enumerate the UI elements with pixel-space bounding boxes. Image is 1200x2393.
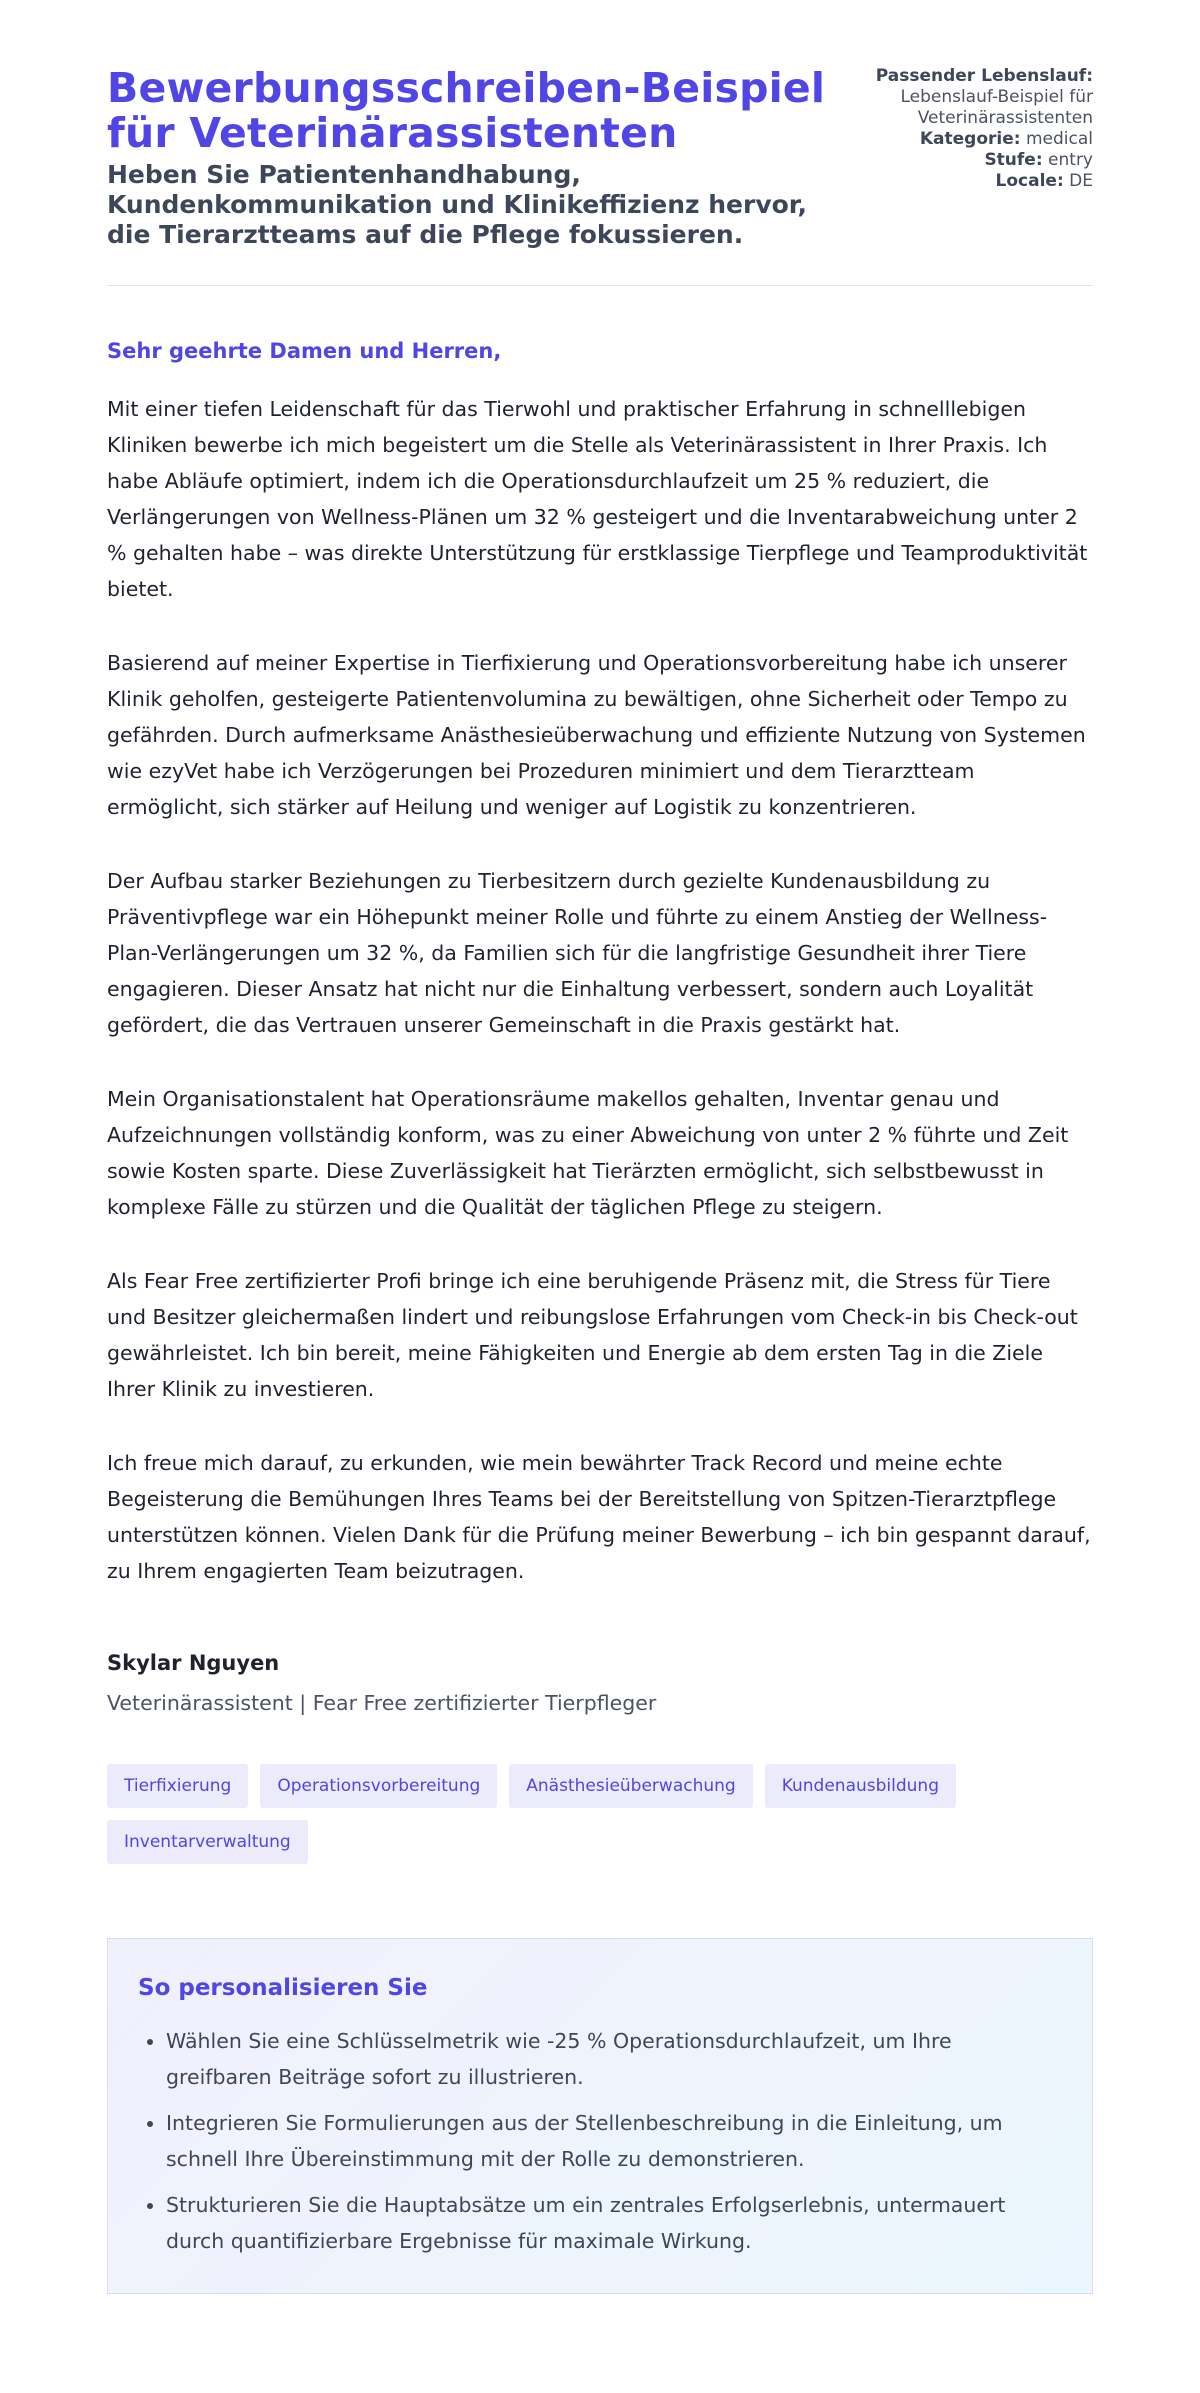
title-block	[107, 66, 829, 250]
personalization-tips	[107, 1938, 1093, 2294]
tip-item: • Integrieren Sie Formulierungen aus der Stellenbeschreibung in die Einleitung, um schnell Ihre Übereinstimmung mit der Rolle zu demonstrieren.	[166, 2105, 1062, 2177]
tip-item: • Wählen Sie eine Schlüsselmetrik wie -25 % Operationsdurchlaufzeit, um Ihre greifbaren Beiträge sofort zu illustrieren.	[166, 2023, 1062, 2095]
meta-category	[829, 129, 1093, 150]
letter-paragraph: Der Aufbau starker Beziehungen zu Tierbesitzern durch gezielte Kundenausbildung zu Präventivpflege war ein Höhepunkt meiner Rolle und führte zu einem Anstieg der Wellness-Plan-Verlängerungen um 32 %, da Familien sich für die langfristige Gesundheit ihrer Tiere engagieren. Dieser Ansatz hat nicht nur die Einhaltung verbessert, sondern auch Loyalität gefördert, die das Vertrauen unserer Gemeinschaft in die Praxis gestärkt hat.	[107, 869, 1048, 1037]
meta-locale	[829, 171, 1093, 192]
letter-paragraph: Mein Organisationstalent hat Operationsräume makellos gehalten, Inventar genau und Aufzeichnungen vollständig konform, was zu einer Abweichung von unter 2 % führte und Zeit sowie Kosten sparte. Diese Zuverlässigkeit hat Tierärzten ermöglicht, sich selbstbewusst in komplexe Fälle zu stürzen und die Qualität der täglichen Pflege zu steigern.	[107, 1087, 1069, 1219]
tips-title: So personalisieren Sie	[138, 1975, 428, 2001]
salutation: Sehr geehrte Damen und Herren,	[107, 339, 502, 363]
skill-tag: Kundenausbildung	[765, 1764, 956, 1808]
meta-level-label: Stufe:	[984, 150, 1043, 170]
signature	[107, 1649, 1093, 1717]
meta-resume-value[interactable]: Lebenslauf-Beispiel für Veterinärassistenten	[900, 87, 1093, 128]
meta-category-label: Kategorie:	[919, 129, 1021, 149]
page-header	[107, 0, 1093, 286]
skill-tag: Tierfixierung	[107, 1764, 248, 1808]
signature-role: Veterinärassistent | Fear Free zertifizierter Tierpfleger	[107, 1691, 657, 1715]
signature-name: Skylar Nguyen	[107, 1651, 280, 1675]
meta-resume-label: Passender Lebenslauf:	[875, 66, 1093, 86]
skill-tag: Inventarverwaltung	[107, 1820, 308, 1864]
meta-level-value: entry	[1048, 150, 1093, 170]
meta-panel	[829, 66, 1093, 192]
meta-resume	[829, 66, 1093, 129]
letter-paragraph: Mit einer tiefen Leidenschaft für das Tierwohl und praktischer Erfahrung in schnelllebigen Kliniken bewerbe ich mich begeistert um die Stelle als Veterinärassistent in Ihrer Praxis. Ich habe Abläufe optimiert, indem ich die Operationsdurchlaufzeit um 25 % reduziert, die Verlängerungen von Wellness-Plänen um 32 % gesteigert und die Inventarabweichung unter 2 % gehalten habe – was direkte Unterstützung für erstklassige Tierpflege und Teamproduktivität bietet.	[107, 397, 1088, 601]
tips-list	[138, 2023, 1062, 2259]
letter-paragraph: Basierend auf meiner Expertise in Tierfixierung und Operationsvorbereitung habe ich unserer Klinik geholfen, gesteigerte Patientenvolumina zu bewältigen, ohne Sicherheit oder Tempo zu gefährden. Durch aufmerksame Anästhesieüberwachung und effiziente Nutzung von Systemen wie ezyVet habe ich Verzögerungen bei Prozeduren minimiert und dem Tierarztteam ermöglicht, sich stärker auf Heilung und weniger auf Logistik zu konzentrieren.	[107, 651, 1086, 819]
meta-locale-label: Locale:	[995, 171, 1064, 191]
letter-paragraph: Als Fear Free zertifizierter Profi bringe ich eine beruhigende Präsenz mit, die Stress für Tiere und Besitzer gleichermaßen lindert und reibungslose Erfahrungen vom Check-in bis Check-out gewährleistet. Ich bin bereit, meine Fähigkeiten und Energie ab dem ersten Tag in die Ziele Ihrer Klinik zu investieren.	[107, 1269, 1078, 1401]
skill-tags	[107, 1764, 1097, 1864]
tip-item: • Strukturieren Sie die Hauptabsätze um ein zentrales Erfolgserlebnis, untermauert durch quantifizierbare Ergebnisse für maximale Wirkung.	[166, 2187, 1062, 2259]
meta-level	[829, 150, 1093, 171]
letter-body	[107, 391, 1093, 1589]
page-subtitle: Heben Sie Patientenhandhabung, Kundenkommunikation und Klinikeffizienz hervor, die Tierarztteams auf die Pflege fokussieren.	[107, 160, 807, 249]
meta-locale-value: DE	[1069, 171, 1093, 191]
page-title: Bewerbungsschreiben-Beispiel für Veterinärassistenten	[107, 64, 826, 157]
letter-paragraph: Ich freue mich darauf, zu erkunden, wie mein bewährter Track Record und meine echte Begeisterung die Bemühungen Ihres Teams bei der Bereitstellung von Spitzen-Tierarztpflege unterstützen können. Vielen Dank für die Prüfung meiner Bewerbung – ich bin gespannt darauf, zu Ihrem engagierten Team beizutragen.	[107, 1451, 1091, 1583]
meta-category-value: medical	[1025, 129, 1093, 149]
skill-tag: Anästhesieüberwachung	[509, 1764, 752, 1808]
skill-tag: Operationsvorbereitung	[260, 1764, 497, 1808]
